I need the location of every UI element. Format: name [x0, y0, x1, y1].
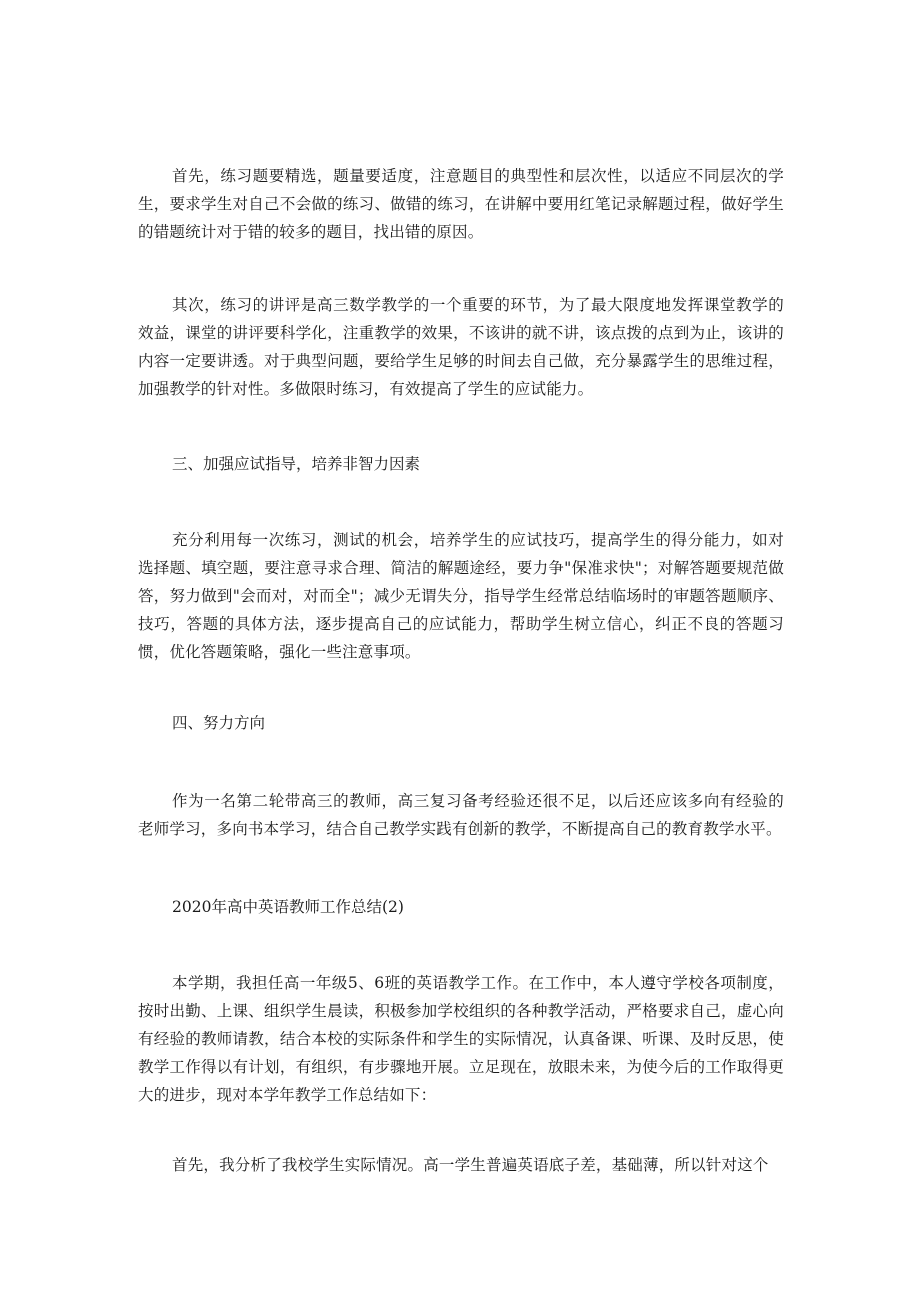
section-heading-direction: 四、努力方向: [172, 714, 266, 732]
paragraph-direction: 作为一名第二轮带高三的教师，高三复习备考经验还很不足，以后还应该多向有经验的老师学习，多向书本学习，结合自己教学实践有创新的教学，不断提高自己的教育教学水平。: [138, 792, 784, 838]
paragraph-student-analysis: 首先，我分析了我校学生实际情况。高一学生普遍英语底子差，基础薄，所以针对这个: [172, 1156, 769, 1174]
section-heading-exam-guidance: 三、加强应试指导，培养非智力因素: [172, 455, 421, 473]
paragraph-exercise-selection: 首先，练习题要精选，题量要适度，注意题目的典型性和层次性，以适应不同层次的学生，要求学生对自己不会做的练习、做错的练习，在讲解中要用红笔记录解题过程，做好学生的错题统计对于错的较多的题目，找出错的原因。: [138, 167, 784, 241]
paragraph-exam-skills: 充分利用每一次练习，测试的机会，培养学生的应试技巧，提高学生的得分能力，如对选择题、填空题，要注意寻求合理、简洁的解题途经，要力争"保准求快"；对解答题要规范做答，努力做到"会而对，对而全"；减少无谓失分，指导学生经常总结临场时的审题答题顺序、技巧，答题的具体方法，逐步提高自己的应试能力，帮助学生树立信心，纠正不良的答题习惯，优化答题策略，强化一些注意事项。: [138, 531, 784, 661]
paragraph-exercise-review: 其次，练习的讲评是高三数学教学的一个重要的环节，为了最大限度地发挥课堂教学的效益，课堂的讲评要科学化，注重教学的效果，不该讲的就不讲，该点拨的点到为止，该讲的内容一定要讲透。对于典型问题，要给学生足够的时间去自己做，充分暴露学生的思维过程，加强教学的针对性。多做限时练习，有效提高了学生的应试能力。: [138, 296, 784, 398]
paragraph-semester-intro: 本学期，我担任高一年级5、6班的英语教学工作。在工作中，本人遵守学校各项制度，按时出勤、上课、组织学生晨读，积极参加学校组织的各种教学活动，严格要求自己，虚心向有经验的教师请教，结合本校的实际条件和学生的实际情况，认真备课、听课、及时反思，使教学工作得以有计划，有组织，有步骤地开展。立足现在，放眼未来，为使今后的工作取得更大的进步，现对本学年教学工作总结如下：: [138, 974, 784, 1104]
document-subtitle: 2020年高中英语教师工作总结(2): [172, 898, 404, 916]
